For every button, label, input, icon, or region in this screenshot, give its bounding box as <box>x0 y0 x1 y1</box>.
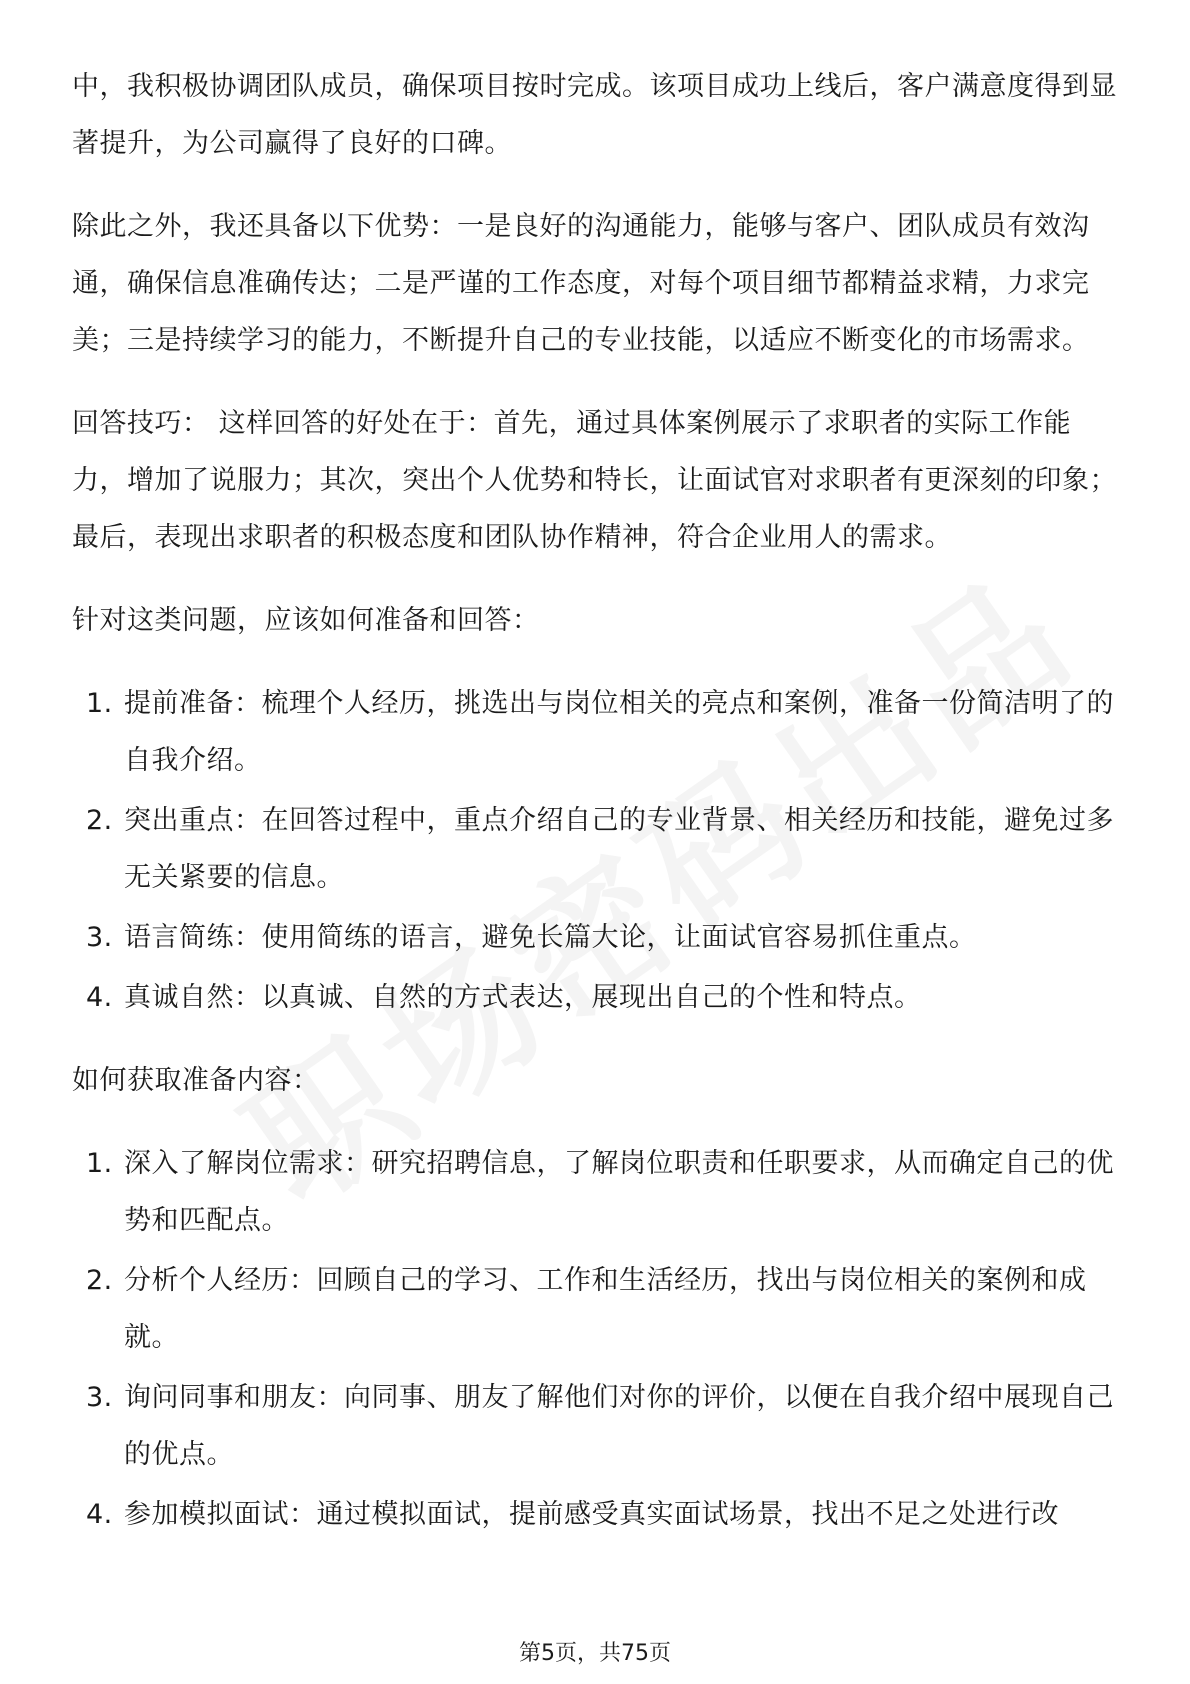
list-number: 1. <box>86 1148 113 1179</box>
preparation-list <box>72 675 1122 1026</box>
list-item-text: 参加模拟面试：通过模拟面试，提前感受真实面试场景，找出不足之处进行改 <box>124 1499 1059 1530</box>
list-item <box>72 1252 1122 1366</box>
list-item <box>72 675 1122 789</box>
list-number: 1. <box>86 688 113 719</box>
list-item <box>72 1369 1122 1483</box>
paragraph-answer-tips: 回答技巧： 这样回答的好处在于：首先，通过具体案例展示了求职者的实际工作能力，增加了说服力；其次，突出个人优势和特长，让面试官对求职者有更深刻的印象；最后，表现出求职者的积极态度和团队协作精神，符合企业用人的需求。 <box>72 408 1117 553</box>
list-item-text: 询问同事和朋友：向同事、朋友了解他们对你的评价，以便在自我介绍中展现自己的优点。 <box>124 1382 1114 1470</box>
paragraph-advantages: 除此之外，我还具备以下优势：一是良好的沟通能力，能够与客户、团队成员有效沟通，确保信息准确传达；二是严谨的工作态度，对每个项目细节都精益求精，力求完美；三是持续学习的能力，不断提升自己的专业技能，以适应不断变化的市场需求。 <box>72 211 1090 356</box>
list-item-text: 突出重点：在回答过程中，重点介绍自己的专业背景、相关经历和技能，避免过多无关紧要的信息。 <box>124 805 1114 893</box>
list-number: 3. <box>86 1382 113 1413</box>
list-number: 2. <box>86 1265 113 1296</box>
paragraph-continuation: 中，我积极协调团队成员，确保项目按时完成。该项目成功上线后，客户满意度得到显著提升，为公司赢得了良好的口碑。 <box>72 71 1117 159</box>
heading-get-content: 如何获取准备内容： <box>72 1065 320 1096</box>
list-item-text: 真诚自然：以真诚、自然的方式表达，展现出自己的个性和特点。 <box>124 982 922 1013</box>
list-item <box>72 792 1122 906</box>
list-item <box>72 909 1122 966</box>
list-number: 4. <box>86 982 113 1013</box>
list-item-text: 提前准备：梳理个人经历，挑选出与岗位相关的亮点和案例，准备一份简洁明了的自我介绍。 <box>124 688 1114 776</box>
list-number: 4. <box>86 1499 113 1530</box>
document-body <box>72 58 1122 1569</box>
list-item-text: 深入了解岗位需求：研究招聘信息，了解岗位职责和任职要求，从而确定自己的优势和匹配点。 <box>124 1148 1114 1236</box>
list-item <box>72 1135 1122 1249</box>
heading-how-to-prepare: 针对这类问题，应该如何准备和回答： <box>72 605 540 636</box>
content-source-list <box>72 1135 1122 1543</box>
list-item <box>72 969 1122 1026</box>
list-item-text: 语言简练：使用简练的语言，避免长篇大论，让面试官容易抓住重点。 <box>124 922 977 953</box>
list-item <box>72 1486 1122 1543</box>
list-item-text: 分析个人经历：回顾自己的学习、工作和生活经历，找出与岗位相关的案例和成就。 <box>124 1265 1087 1353</box>
page-number-footer: 第5页，共75页 <box>519 1641 671 1666</box>
list-number: 3. <box>86 922 113 953</box>
list-number: 2. <box>86 805 113 836</box>
